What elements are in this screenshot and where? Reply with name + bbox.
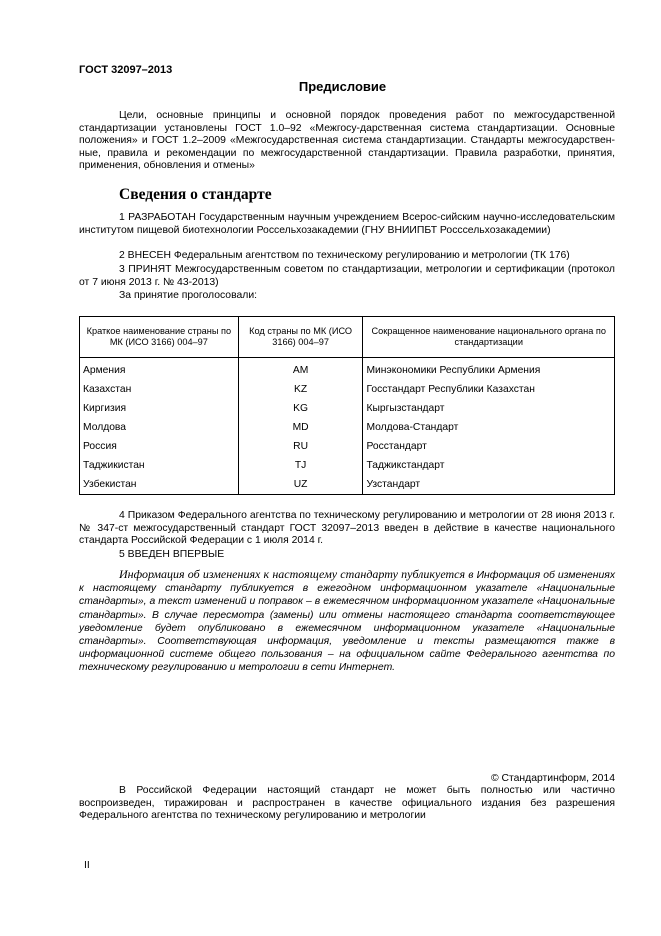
changes-info-text: Информация об изменениях к настоящему стандарту публикуется в ежегодном информационном указателе «Национальные стандарты», а текст изменений и поправок – в ежемесячном информационном указателе «Национальные стандарты». В случае пересмотра (замены) или отмены настоящего стандарта соответствующее уведомление будет опубликовано в ежемесячном информационном указателе «Национальные стандарты». Соответствующая информация, уведомление и тексты размещаются также в информационной системе общего пользования – на официальном сайте Федерального агентства по техническому регулированию и метрологии в сети Интернет. xyxy=(79,570,616,674)
table-row xyxy=(80,418,615,437)
country-name: Киргизия xyxy=(80,399,239,418)
vote-table-header xyxy=(80,317,615,358)
country-name: Молдова xyxy=(80,418,239,437)
country-name: Казахстан xyxy=(80,380,239,399)
standards-body: Узстандарт xyxy=(363,475,615,495)
country-name: Армения xyxy=(80,358,239,381)
header-country-code: Код страны по МК (ИСО 3166) 004–97 xyxy=(238,317,363,358)
reproduction-notice: В Российской Федерации настоящий стандарт не может быть полностью или частично воспроизведен, тиражирован и распространен в качестве официального издания без разрешения Федерального агентства по техническому регулированию и метрологии xyxy=(79,785,615,822)
changes-info-paragraph xyxy=(79,568,615,675)
table-row xyxy=(80,456,615,475)
page-number: II xyxy=(84,860,90,871)
country-code: MD xyxy=(238,418,363,437)
standards-body: Росстандарт xyxy=(363,437,615,456)
preface-paragraph: Цели, основные принципы и основной порядок проведения работ по межгосударственной стандартизации установлены ГОСТ 1.0–92 «Межгосу-дарственная система стандартизации. Основные положения» и ГОСТ 1.2–2009 «Межгосударственная система стандартизации. Стандарты межгосударствен-ные, правила и рекомендации по межгосударственной стандартизации. Правила разработки, принятия, применения, обновления и отмены» xyxy=(79,110,615,172)
adopted-by-paragraph: 3 ПРИНЯТ Межгосударственным советом по стандартизации, метрологии и сертификации (протокол от 7 июня 2013 г. № 43-2013) xyxy=(79,264,615,288)
copyright: © Стандартинформ, 2014 xyxy=(490,773,615,784)
country-code: AM xyxy=(238,358,363,381)
table-row xyxy=(80,475,615,495)
header-standards-body: Сокращенное наименование национального органа по стандартизации xyxy=(363,317,615,358)
changes-info-lead: Информация об изменениях к настоящему стандарту публикуется в xyxy=(119,567,474,581)
country-code: KZ xyxy=(238,380,363,399)
country-code: UZ xyxy=(238,475,363,495)
first-introduced-paragraph: 5 ВВЕДЕН ВПЕРВЫЕ xyxy=(119,549,225,560)
introduced-by-paragraph: 2 ВНЕСЕН Федеральным агентством по техническому регулированию и метрологии (ТК 176) xyxy=(119,250,570,261)
standards-body: Минэкономики Республики Армения xyxy=(363,358,615,381)
preface-title: Предисловие xyxy=(298,79,387,94)
country-name: Россия xyxy=(80,437,239,456)
country-code: KG xyxy=(238,399,363,418)
country-code: RU xyxy=(238,437,363,456)
table-row xyxy=(80,380,615,399)
vote-intro: За принятие проголосовали: xyxy=(119,290,258,301)
developed-by-paragraph: 1 РАЗРАБОТАН Государственным научным учреждением Всерос-сийским научно-исследовательским институтом пищевой биотехнологии Россельхозакадемии (ГНУ ВНИИПБТ Росссельхозакадемии) xyxy=(79,212,615,236)
country-name: Таджикистан xyxy=(80,456,239,475)
standards-body: Кыргызстандарт xyxy=(363,399,615,418)
country-name: Узбекистан xyxy=(80,475,239,495)
country-code: TJ xyxy=(238,456,363,475)
header-country-name: Краткое наименование страны по МК (ИСО 3166) 004–97 xyxy=(80,317,239,358)
document-code: ГОСТ 32097–2013 xyxy=(79,64,173,76)
vote-table xyxy=(79,316,615,495)
standards-body: Таджикстандарт xyxy=(363,456,615,475)
table-row xyxy=(80,437,615,456)
table-row xyxy=(80,399,615,418)
standards-body: Молдова-Стандарт xyxy=(363,418,615,437)
enactment-paragraph: 4 Приказом Федерального агентства по техническому регулированию и метрологии от 28 июня 2013 г. № 347-ст межгосударственный стандарт ГОСТ 32097–2013 введен в действие в качестве национального стандарта Российской Федерации с 1 июля 2014 г. xyxy=(79,510,615,547)
table-row xyxy=(80,358,615,381)
standards-body: Госстандарт Республики Казахстан xyxy=(363,380,615,399)
standard-info-title: Сведения о стандарте xyxy=(119,186,272,203)
